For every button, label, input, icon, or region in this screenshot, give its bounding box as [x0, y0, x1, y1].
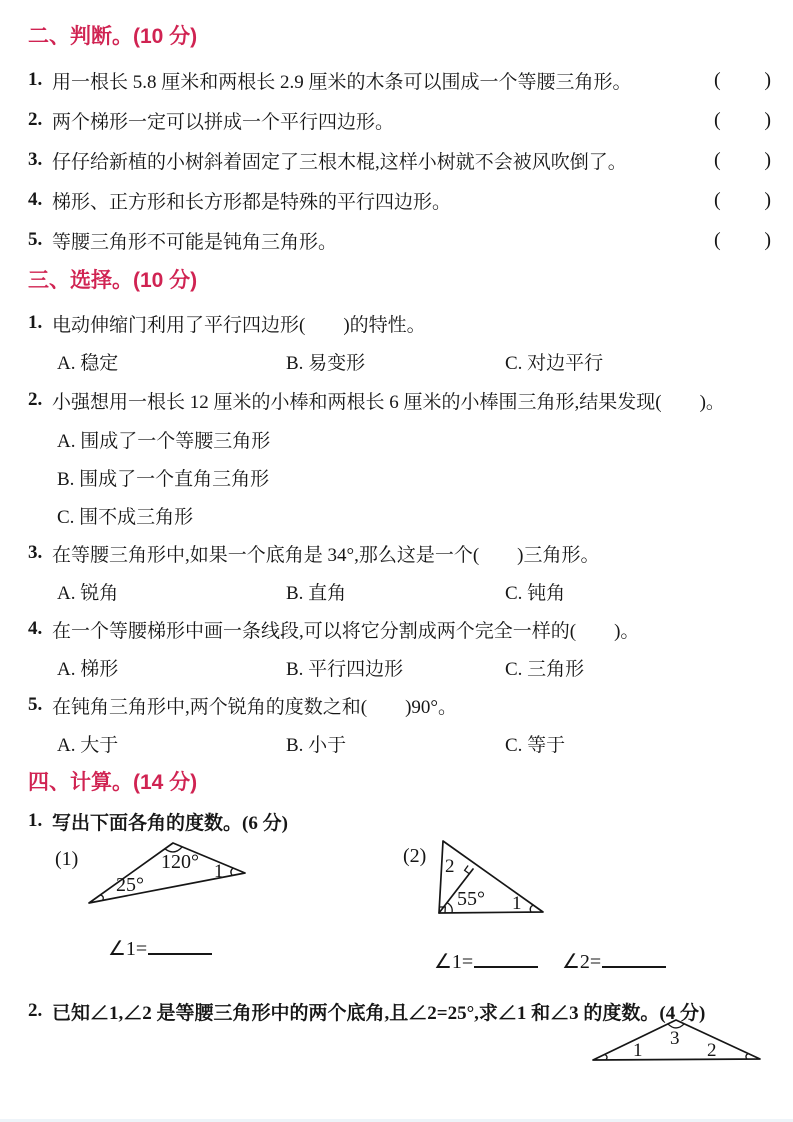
answer-parentheses [714, 69, 771, 92]
paren-close: ) [764, 148, 771, 171]
question-number: 1. [28, 69, 43, 90]
paren-open: ( [714, 148, 721, 171]
option-a: A. 稳定 [57, 352, 119, 374]
figure-1-label: (1) [55, 848, 79, 870]
question-text: 等腰三角形不可能是钝角三角形。 [52, 231, 338, 253]
answer-parentheses [714, 109, 771, 132]
question-number: 2. [28, 109, 43, 130]
calc-question-1 [28, 806, 771, 836]
figure-2-answer-blank-1 [434, 949, 538, 974]
section-calc [28, 770, 771, 1086]
question-text: 写出下面各角的度数。(6 分) [52, 812, 288, 834]
answer-parentheses [714, 189, 771, 212]
paren-open: ( [714, 108, 721, 131]
paren-open: ( [714, 188, 721, 211]
choice-question-4 [28, 610, 771, 648]
option-text: A. 围成了一个等腰三角形 [57, 430, 271, 452]
question-text: 电动伸缩门利用了平行四边形( )的特性。 [52, 314, 426, 336]
triangle-figure-2 [432, 836, 552, 921]
figure-2-label: (2) [403, 845, 427, 867]
choice-question-2 [28, 380, 771, 420]
question-text: 小强想用一根长 12 厘米的小棒和两根长 6 厘米的小棒围三角形,结果发现( )。 [52, 391, 725, 413]
figure-1-answer-blank [108, 936, 212, 961]
option-text: C. 围不成三角形 [57, 506, 194, 528]
angle-label-2: 2 [445, 856, 455, 877]
option-c [28, 496, 771, 534]
option-c: C. 等于 [505, 734, 566, 756]
answer-line [148, 941, 212, 955]
angle-label-1: 1 [214, 861, 224, 882]
question-number: 3. [28, 149, 43, 170]
option-a: A. 大于 [57, 734, 119, 756]
option-a: A. 锐角 [57, 582, 119, 604]
option-text: B. 围成了一个直角三角形 [57, 468, 270, 490]
judgment-question-2 [28, 100, 771, 140]
judgment-question-3 [28, 140, 771, 180]
option-c: C. 三角形 [505, 658, 585, 680]
option-a [28, 420, 771, 458]
option-b [28, 458, 771, 496]
option-b: B. 小于 [286, 734, 347, 756]
option-b: B. 易变形 [286, 352, 366, 374]
judgment-question-1 [28, 60, 771, 100]
question-number: 2. [28, 389, 43, 410]
section-choice [28, 268, 771, 762]
question-number: 5. [28, 229, 43, 250]
choice-question-3 [28, 534, 771, 572]
paren-open: ( [714, 228, 721, 251]
paren-close: ) [764, 228, 771, 251]
option-b: B. 平行四边形 [286, 658, 404, 680]
question-number: 1. [28, 312, 43, 333]
question-number: 3. [28, 542, 43, 563]
isosceles-triangle-area [28, 1026, 771, 1086]
judgment-question-4 [28, 180, 771, 220]
answer-line [474, 954, 538, 968]
angle-1-equals: ∠1= [108, 938, 148, 960]
judgment-question-5 [28, 220, 771, 260]
answer-line [602, 954, 666, 968]
question-text: 用一根长 5.8 厘米和两根长 2.9 厘米的木条可以围成一个等腰三角形。 [52, 71, 632, 93]
choice-question-3-options [28, 572, 771, 610]
question-number: 4. [28, 189, 43, 210]
answer-parentheses [714, 149, 771, 172]
question-number: 2. [28, 1000, 43, 1021]
section-judgment [28, 24, 771, 260]
triangle-figure-1 [80, 836, 265, 931]
paren-close: ) [764, 188, 771, 211]
angle-label-2: 2 [707, 1040, 717, 1061]
answer-parentheses [714, 229, 771, 252]
question-text: 在钝角三角形中,两个锐角的度数之和( )90°。 [52, 696, 458, 718]
angle-1-equals: ∠1= [434, 951, 474, 973]
question-number: 1. [28, 810, 43, 831]
angle-label-3: 3 [670, 1028, 680, 1049]
paren-close: ) [764, 108, 771, 131]
question-text: 梯形、正方形和长方形都是特殊的平行四边形。 [52, 191, 452, 213]
question-text: 已知∠1,∠2 是等腰三角形中的两个底角,且∠2=25°,求∠1 和∠3 的度数。(4 分) [52, 1002, 706, 1024]
option-c: C. 钝角 [505, 582, 566, 604]
choice-question-1 [28, 304, 771, 342]
choice-question-5-options [28, 724, 771, 762]
question-text: 两个梯形一定可以拼成一个平行四边形。 [52, 111, 395, 133]
angle-label-1: 1 [633, 1040, 643, 1061]
section-judgment-title: 二、判断。(10 分) [28, 25, 198, 48]
choice-question-4-options [28, 648, 771, 686]
angle-label-120: 120° [161, 851, 199, 873]
question-number: 4. [28, 618, 43, 639]
question-text: 在一个等腰梯形中画一条线段,可以将它分割成两个完全一样的( )。 [52, 620, 640, 642]
section-choice-title: 三、选择。(10 分) [28, 269, 198, 292]
choice-question-5 [28, 686, 771, 724]
choice-question-1-options [28, 342, 771, 380]
angle-label-25: 25° [116, 874, 144, 896]
figure-2-answer-blank-2 [562, 949, 666, 974]
paren-open: ( [714, 68, 721, 91]
angle-label-55: 55° [457, 888, 485, 910]
angle-label-1: 1 [512, 893, 522, 914]
option-c: C. 对边平行 [505, 352, 604, 374]
question-text: 仔仔给新植的小树斜着固定了三根木棍,这样小树就不会被风吹倒了。 [52, 151, 627, 173]
question-text: 在等腰三角形中,如果一个底角是 34°,那么这是一个( )三角形。 [52, 544, 600, 566]
section-calc-title: 四、计算。(14 分) [28, 771, 198, 794]
paren-close: ) [764, 68, 771, 91]
option-b: B. 直角 [286, 582, 347, 604]
angle-2-equals: ∠2= [562, 951, 602, 973]
triangle-figures-area [28, 836, 771, 996]
option-a: A. 梯形 [57, 658, 119, 680]
triangle-figure-3 [585, 1013, 770, 1068]
question-number: 5. [28, 694, 43, 715]
